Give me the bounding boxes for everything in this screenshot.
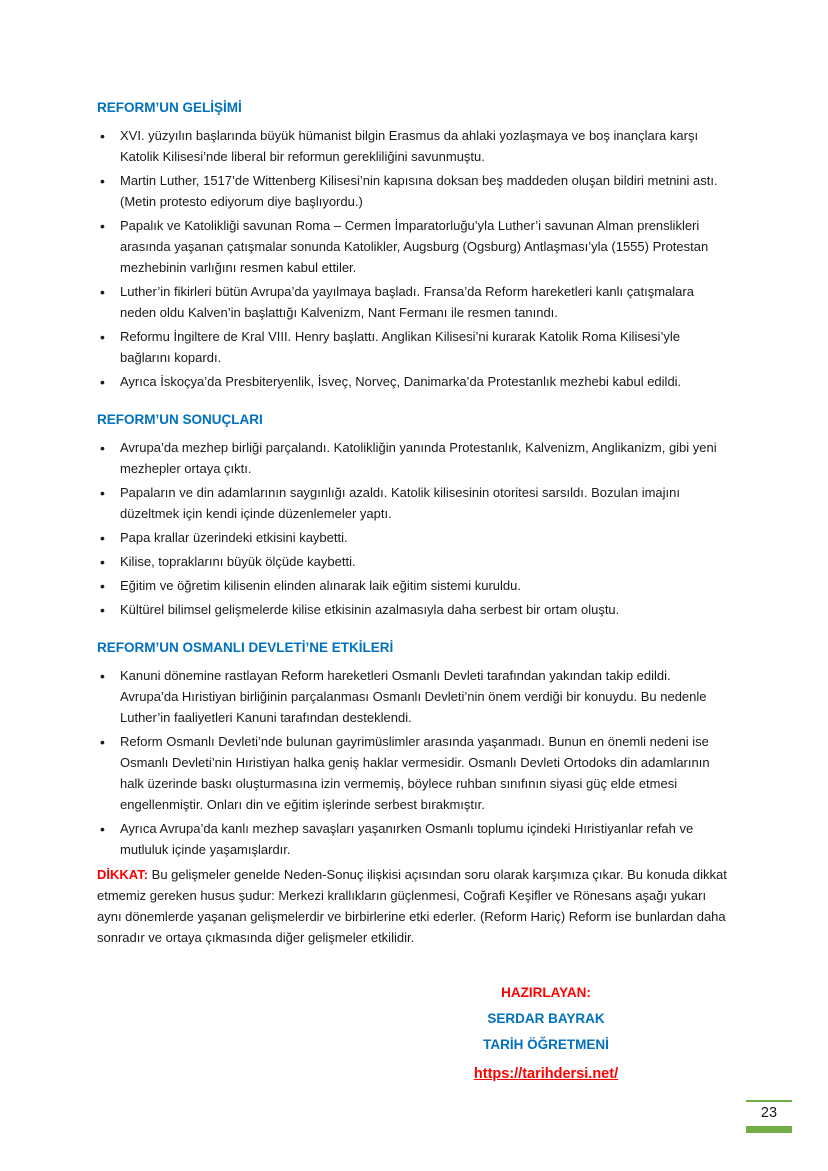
bullet-item: • Papaların ve din adamlarının saygınlığı azaldı. Katolik kilisesinin otoritesi sarsıldı. Bozulan imajını düzeltmek için kendi içinde düzenlemeler yaptı. [97,482,731,524]
bullet-item: • Papa krallar üzerindeki etkisini kaybetti. [97,527,731,548]
bullet-item: • XVI. yüzyılın başlarında büyük hümanist bilgin Erasmus da ahlaki yozlaşmaya ve boş inançlara karşı Katolik Kilisesi’nde liberal bir reformun gerekliliğini savunmuştu. [97,125,731,167]
bullet-list [97,665,731,860]
bullet-item: • Reformu İngiltere de Kral VIII. Henry başlattı. Anglikan Kilisesi’ni kurarak Katolik Roma Kilisesi’yle bağlarını kopardı. [97,326,731,368]
bullet-item: • Ayrıca İskoçya’da Presbiteryenlik, İsveç, Norveç, Danimarka’da Protestanlık mezhebi kabul edildi. [97,371,731,392]
bullet-item: • Avrupa’da mezhep birliği parçalandı. Katolikliğin yanında Protestanlık, Kalvenizm, Anglikanizm, gibi yeni mezhepler ortaya çıktı. [97,437,731,479]
page-footer [746,1100,792,1133]
credits-block [421,980,671,1088]
section-reform-gelisimi [97,98,731,392]
section-heading: REFORM’UN OSMANLI DEVLETİ’NE ETKİLERİ [97,640,394,656]
website-link[interactable]: https://tarihdersi.net/ [473,1066,619,1083]
bullet-item: • Kanuni dönemine rastlayan Reform hareketleri Osmanlı Devleti tarafından yakından takip edildi. Avrupa’da Hıristiyan birliğinin parçalanması Osmanlı Devleti’nin önem verdiği bir konuydu. Bu nedenle Luther’in faaliyetleri Kanuni tarafından desteklendi. [97,665,731,728]
bullet-item: • Ayrıca Avrupa’da kanlı mezhep savaşları yaşanırken Osmanlı toplumu içindeki Hıristiyanlar refah ve mutluluk içinde yaşamışlardır. [97,818,731,860]
document-body [97,98,731,1089]
bullet-list [97,125,731,393]
bullet-item: • Reform Osmanlı Devleti’nde bulunan gayrimüslimler arasında yaşanmadı. Bunun en önemli nedeni ise Osmanlı Devleti’nin Hıristiyan halka geniş haklar vermesidir. Osmanlı Devleti Ortodoks din adamlarının halk üzerinde baskı oluşturmasına izin vermemiş, böylece ruhban sınıfının siyasi güç elde etmesi engellenmiştir. Onları din ve eğitim işlerinde serbest bırakmıştır. [97,731,731,815]
footer-rule-bottom [746,1126,792,1133]
attention-note [97,864,731,948]
note-label: DİKKAT: [97,867,149,883]
bullet-item: • Kültürel bilimsel gelişmelerde kilise etkisinin azalmasıyla daha serbest bir ortam oluştu. [97,599,731,620]
bullet-item: • Eğitim ve öğretim kilisenin elinden alınarak laik eğitim sistemi kuruldu. [97,575,731,596]
bullet-item: • Luther’in fikirleri bütün Avrupa’da yayılmaya başladı. Fransa’da Reform hareketleri kanlı çatışmalara neden oldu Kalven’in başlattığı Kalvenizm, Nant Fermanı ile resmen tanındı. [97,281,731,323]
section-heading: REFORM’UN SONUÇLARI [97,412,263,428]
bullet-list [97,437,731,620]
note-text: Bu gelişmeler genelde Neden-Sonuç ilişkisi açısından soru olarak karşımıza çıkar. Bu konuda dikkat etmemiz gereken husus şudur: Merkezi krallıkların güçlenmesi, Coğrafi Keşifler ve Rönesans aşağı yukarı aynı dönemlerde yaşanan gelişmelerdir ve birbirlerine etki ederler. (Reform Hariç) Reform ise bunlardan daha sonradır ve ortaya çıkmasında diğer gelişmeler etkilidir. [97,867,727,946]
bullet-item: • Kilise, topraklarını büyük ölçüde kaybetti. [97,551,731,572]
credits-author-name: SERDAR BAYRAK [487,1010,605,1026]
credits-author-title: TARİH ÖĞRETMENİ [483,1036,609,1052]
section-reform-osmanli-etkileri [97,638,731,860]
section-reform-sonuclari [97,410,731,620]
bullet-item: • Papalık ve Katolikliği savunan Roma – Cermen İmparatorluğu’yla Luther’i savunan Alman prenslikleri arasında yaşanan çatışmalar sonunda Katolikler, Augsburg (Ogsburg) Antlaşması’yla (1555) Protestan mezhebinin varlığını resmen kabul ettiler. [97,215,731,278]
bullet-item: • Martin Luther, 1517’de Wittenberg Kilisesi’nin kapısına doksan beş maddeden oluşan bildiri metnini astı. (Metin protesto ediyorum diye başlıyordu.) [97,170,731,212]
credits-heading: HAZIRLAYAN: [501,985,591,1001]
section-heading: REFORM’UN GELİŞİMİ [97,100,242,115]
page-number: 23 [760,1105,778,1121]
